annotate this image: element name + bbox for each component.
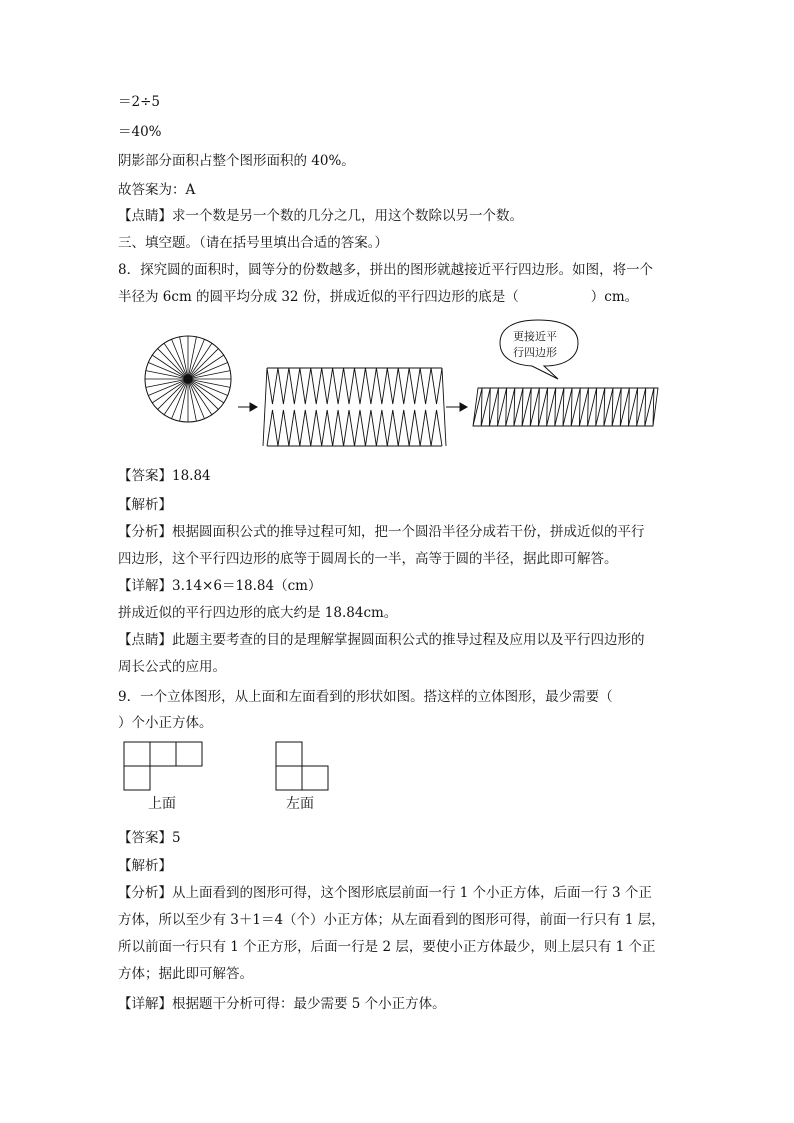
circle-center (186, 377, 190, 381)
top-view-square (176, 742, 202, 766)
left-view-square (276, 742, 302, 766)
q8-text-after: ）cm。 (590, 289, 639, 305)
text-line: 所以前面一行只有 1 个正方形，后面一行是 2 层，要使小正方体最少，则上层只有 1 个正 (118, 939, 656, 955)
analysis-heading: 【解析】 (118, 497, 172, 513)
parallelogram-shape (473, 388, 658, 426)
top-view-square (150, 742, 176, 766)
divided-circle (145, 336, 231, 422)
text-line: 【详解】根据题干分析可得：最少需要 5 个小正方体。 (118, 996, 446, 1012)
answer-8: 【答案】18.84 (118, 468, 211, 484)
section-heading: 三、填空题。（请在括号里填出合适的答案。） (118, 235, 388, 251)
circle-to-parallelogram-figure (140, 325, 670, 455)
views-figure (120, 735, 340, 815)
left-view-label: 左面 (286, 796, 314, 812)
rearranged-shape (263, 368, 446, 446)
text-line: 【分析】根据圆面积公式的推导过程可知，把一个圆沿半径分成若干份，拼成近似的平行 (118, 524, 645, 540)
text-line: 【点睛】此题主要考查的目的是理解掌握圆面积公式的推导过程及应用以及平行四边形的 (118, 632, 645, 648)
analysis-heading: 【解析】 (118, 858, 172, 874)
text-line: 【分析】从上面看到的图形可得，这个图形底层前面一行 1 个小正方体，后面一行 3 个正 (118, 885, 652, 901)
top-view-square (124, 766, 150, 790)
top-view-square (124, 742, 150, 766)
text-line: 周长公式的应用。 (118, 659, 226, 675)
question-9: 9．一个立体图形，从上面和左面看到的形状如图。搭这样的立体图形，最少需要（ (118, 689, 613, 705)
left-view-square (302, 766, 328, 790)
left-view-square (276, 766, 302, 790)
text-line: 【点睛】求一个数是另一个数的几分之几，用这个数除以另一个数。 (118, 208, 523, 224)
text-line: 拼成近似的平行四边形的底大约是 18.84cm。 (118, 605, 398, 621)
bubble-text: 更接近平 (513, 330, 557, 343)
text-line: ＝2÷5 (118, 94, 160, 110)
arrow-icon-head (250, 403, 257, 411)
question-8-line2 (118, 287, 638, 307)
text-line: ＝40% (118, 124, 162, 140)
arrow-icon-head (460, 403, 467, 411)
text-line: 【详解】3.14×6＝18.84（cm） (118, 578, 322, 594)
text-line: 方体，所以至少有 3＋1＝4（个）小正方体；从左面看到的图形可得，前面一行只有 1 层， (118, 912, 665, 928)
text-line: 故答案为：A (118, 182, 196, 198)
text-line: 阴影部分面积占整个图形面积的 40%。 (118, 153, 355, 169)
top-view-label: 上面 (148, 796, 176, 812)
question-8: 8．探究圆的面积时，圆等分的份数越多，拼出的图形就越接近平行四边形。如图，将一个 (118, 262, 654, 278)
answer-9: 【答案】5 (118, 830, 181, 846)
text-line: 方体；据此即可解答。 (118, 966, 253, 982)
text-line: 四边形，这个平行四边形的底等于圆周长的一半，高等于圆的半径，据此即可解答。 (118, 551, 618, 567)
q8-text-before: 半径为 6cm 的圆平均分成 32 份，拼成近似的平行四边形的底是（ (118, 289, 519, 305)
question-9-line2: ）个小正方体。 (118, 715, 213, 731)
bubble-text: 行四边形 (513, 346, 557, 359)
